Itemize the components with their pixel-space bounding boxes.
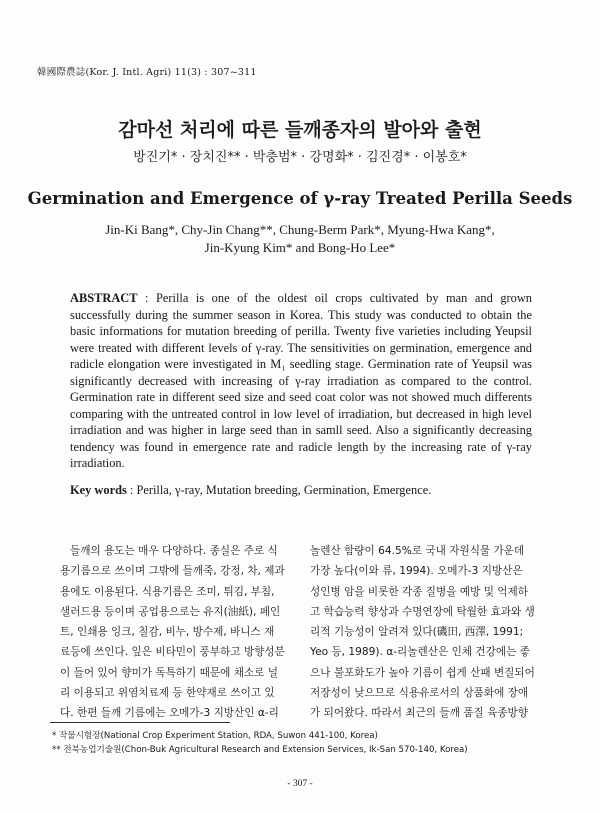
- body-column-right: [310, 541, 544, 724]
- body-line: Yeo 등, 1989). α-리놀렌산은 인체 건강에는 좋: [310, 646, 530, 659]
- keywords-label: Key words: [70, 483, 127, 497]
- korean-authors: 방진기* · 장치진** · 박충범* · 강명화* · 김진경* · 이봉호*: [133, 150, 467, 165]
- journal-reference: 韓國際農誌(Kor. J. Intl. Agri) 11(3) : 307~311: [37, 67, 257, 78]
- english-authors: [0, 221, 600, 257]
- body-line: 고 학습능력 향상과 수명연장에 탁월한 효과와 생: [310, 605, 535, 618]
- body-line: 성인병 암을 비롯한 각종 질병을 예방 및 억제하: [310, 585, 529, 598]
- body-column-left: [60, 541, 294, 724]
- keywords-text: : Perilla, γ-ray, Mutation breeding, Germination, Emergence.: [129, 483, 432, 497]
- body-line: 료등에 쓰인다. 잎은 비타민이 풍부하고 방향성분: [60, 646, 285, 659]
- body-line: 으나 불포화도가 높아 기름이 쉽게 산패 변질되어: [310, 666, 535, 679]
- abstract-text: : Perilla is one of the oldest oil crops cultivated by man and grown successfully during the summer season in Korea. This study was conducted to obtain the basic informations for mutation breeding of perilla. Twenty five varieties including Yeupsil were treated with different levels of γ-ray. The sensitivities on germination, emergence and radicle elongation were investigated in M₁ seedling stage. Germination rate of Yeupsil was significantly decreased with increasing of γ-ray irradiation as compared to the control. Germination rate in different seed size and seed coat color was not showed much differents comparing with the untreated control in low level of irradiation, but decreased in high level irradiation and was higher in large seed than in samll seed. Also a significantly decreasing tendency was found in emergence rate and radicle length by the increasing rate of γ-ray irradiation.: [70, 291, 532, 470]
- footnote-divider: [50, 722, 230, 723]
- body-line: 용에도 이용된다. 식용기름은 조미, 튀김, 부침,: [60, 585, 275, 598]
- footnote-affiliation-2: ** 전북농업기술원(Chon-Buk Agricultural Research and Extension Services, Ik-San 570-140, Korea): [52, 745, 468, 755]
- body-line: 들깨의 용도는 매우 다양하다. 종실은 주로 식: [70, 545, 278, 557]
- english-authors-line-1: Jin-Ki Bang*, Chy-Jin Chang**, Chung-Berm Park*, Myung-Hwa Kang*,: [105, 222, 495, 237]
- korean-title: 감마선 처리에 따른 들깨종자의 발아와 출현: [118, 119, 482, 141]
- body-line: 가장 높다(이와 류, 1994). 오메가-3 지방산은: [310, 565, 523, 578]
- body-line: 리 이용되고 위염치료제 등 한약재로 쓰이고 있: [60, 687, 275, 700]
- body-line: 다. 한편 들깨 기름에는 오메가-3 지방산인 α-리: [60, 707, 279, 720]
- english-authors-line-2: Jin-Kyung Kim* and Bong-Ho Lee*: [204, 240, 396, 255]
- body-line: 트, 인쇄용 잉크, 칠감, 비누, 방수제, 바니스 재: [60, 626, 275, 639]
- body-line: 놀렌산 함량이 64.5%로 국내 자원식물 가운데: [310, 545, 525, 557]
- body-line: 이 들어 있어 향미가 독특하기 때문에 채소로 널: [60, 666, 279, 679]
- keywords: [70, 483, 540, 498]
- body-line: 샐러드용 등이며 공업용으로는 유지(油紙), 페인: [60, 605, 281, 618]
- abstract-label: ABSTRACT: [70, 291, 138, 305]
- page-number: - 307 -: [287, 779, 313, 789]
- footnote-affiliation-1: * 작물시험장(National Crop Experiment Station, RDA, Suwon 441-100, Korea): [52, 731, 378, 741]
- body-line: 저장성이 낮으므로 식용유로서의 상품화에 장애: [310, 687, 529, 700]
- abstract: [70, 290, 532, 472]
- english-title: Germination and Emergence of γ-ray Treated Perilla Seeds: [27, 189, 573, 208]
- body-line: 리적 기능성이 알려져 있다(磯田, 西澤, 1991;: [310, 626, 524, 639]
- body-line: 가 되어왔다. 따라서 최근의 들깨 품질 육종방향: [310, 707, 529, 720]
- body-line: 용기름으로 쓰이며 그밖에 들깨죽, 강정, 차, 제과: [60, 565, 285, 578]
